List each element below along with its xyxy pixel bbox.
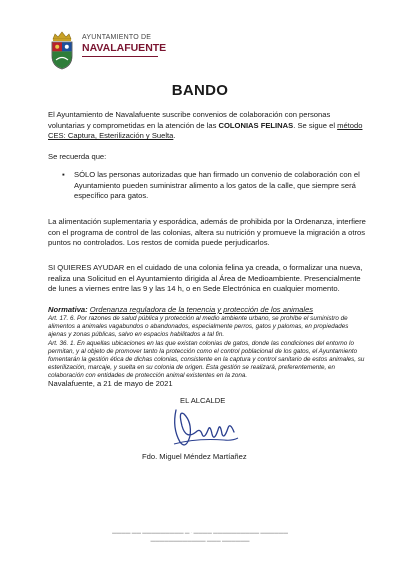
letterhead bbox=[48, 30, 166, 70]
letterhead-rule bbox=[82, 56, 158, 57]
intro-text-end: . bbox=[173, 131, 176, 141]
list-item: SÓLO las personas autorizadas que han firmado un convenio de colaboración con el Ayuntamiento pueden suministrar alimento a los gatos de la calle, que siempre será específico para gatos. bbox=[74, 170, 360, 201]
bullet-list bbox=[62, 170, 362, 202]
document-title: BANDO bbox=[171, 82, 229, 99]
intro-paragraph bbox=[48, 110, 366, 142]
normativa-heading bbox=[48, 305, 366, 315]
signature-scribble bbox=[166, 404, 246, 452]
article-36: Art. 36. 1. En aquellas ubicaciones en las que existan colonias de gatos, donde las condiciones del entorno lo permitan, y al objeto de promover tanto la protección como el control poblacional de los gatos, el Ayuntamiento fomentarán la gestión ética de dichas colonias, consistente en la captura y control sanitario de estos animales, su esterilización, marcaje, y suelta en su colonia de origen. Esta gestión se realizará, preferentemente, en colaboración con entidades de protección animal existentes en la zona. bbox=[48, 339, 365, 380]
bullet-icon: ▪ bbox=[62, 170, 65, 179]
normativa-section bbox=[48, 305, 366, 381]
colonias-felinas-text: COLONIAS FELINAS bbox=[218, 120, 294, 130]
org-prefix: AYUNTAMIENTO DE bbox=[82, 34, 152, 41]
signer-name: Fdo. Miguel Méndez Martíañez bbox=[142, 452, 247, 461]
coat-of-arms-icon bbox=[48, 30, 76, 70]
footer-illegible: ▬▬▬▬ ▬▬ ▬▬▬▬▬▬▬▬▬ ▬ · ▬▬▬▬ ▬▬▬▬▬▬▬▬▬▬ ▬▬▬▬▬▬ ▬▬▬▬▬▬▬▬▬▬▬▬ ▬▬▬ ▬▬▬▬▬▬ bbox=[112, 530, 288, 543]
ordenanza-link[interactable]: Ordenanza reguladora de la tenencia y protección de los animales bbox=[89, 305, 314, 314]
normativa-label: Normativa: bbox=[48, 305, 88, 314]
reminder-heading: Se recuerda que: bbox=[48, 152, 107, 161]
org-name: NAVALAFUENTE bbox=[82, 42, 167, 54]
feeding-paragraph: La alimentación suplementaria y esporádica, además de prohibida por la Ordenanza, interfiere con el programa de control de las colonias, altera su nutrición y promueve la migración a otros puntos no controlados. Los restos de comida puede perjudicarlos. bbox=[48, 217, 366, 248]
signature-title: EL ALCALDE bbox=[180, 396, 226, 405]
ces-method-link[interactable]: método CES: Captura, Esterilización y Suelta bbox=[48, 120, 363, 141]
date-line: Navalafuente, a 21 de mayo de 2021 bbox=[48, 379, 173, 388]
intro-text-after: . Se sigue el bbox=[293, 120, 338, 130]
help-paragraph: SI QUIERES AYUDAR en el cuidado de una colonia felina ya creada, o formalizar una nueva, realiza una Solicitud en el Ayuntamiento dirigida al Área de Medioambiente. Presencialmente de lunes a viernes entre las 9 y las 14 h, o en Sede Electrónica en cualquier momento. bbox=[48, 263, 363, 294]
intro-text: El Ayuntamiento de Navalafuente suscribe convenios de colaboración con personas voluntarias y comprometidas en la atención de las bbox=[48, 110, 331, 130]
article-17: Art. 17. 6. Por razones de salud pública y protección al medio ambiente urbano, se prohíbe el suministro de alimentos a animales vagabundos o abandonados, especialmente perros, gatos y palomas, en propiedades ajenas y zonas públicas, salvo en espacios habilitados a tal fin. bbox=[48, 315, 349, 339]
